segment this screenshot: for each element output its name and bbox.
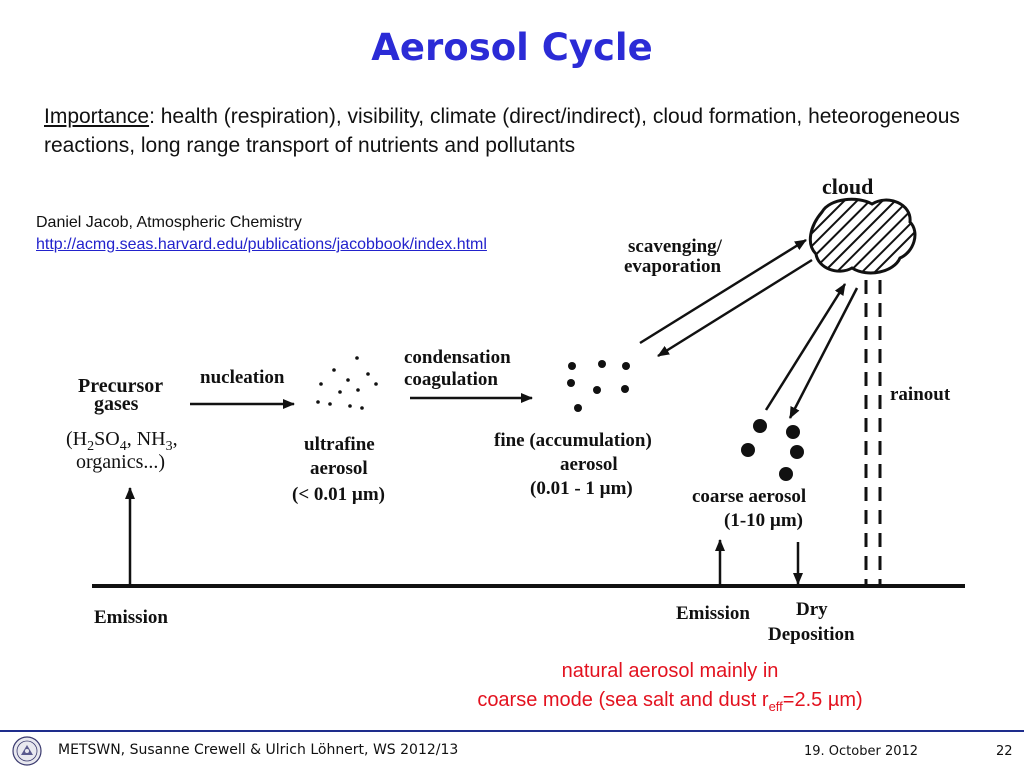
nucleation-label: nucleation	[200, 367, 285, 388]
note-line-2: coarse mode (sea salt and dust $r_{eff}=2.5$ µm)	[477, 689, 863, 714]
evaporation-label: evaporation	[624, 256, 722, 277]
importance-text: : health (respiration), visibility, climate (direct/indirect), cloud formation, heteorogeneous reactions, long range transport of nutrients and pollutants	[44, 105, 960, 157]
footer	[0, 730, 1024, 768]
rainout-label: rainout	[890, 384, 951, 405]
emission-left-label: Emission	[94, 607, 168, 628]
coarse-label: coarse aerosol	[692, 486, 807, 507]
condensation-label: condensation	[404, 347, 511, 368]
cloud-shape	[810, 199, 915, 273]
slide-title: Aerosol Cycle	[371, 26, 653, 69]
fine-label: fine (accumulation)	[494, 430, 652, 451]
dry-label: Dry	[796, 599, 828, 620]
footer-course: METSWN, Susanne Crewell & Ulrich Löhnert, WS 2012/13	[58, 742, 459, 758]
emission-right-label: Emission	[676, 603, 750, 624]
ultrafine-label: ultrafine	[304, 434, 375, 455]
fine-size-label: (0.01 - 1 µm)	[530, 478, 633, 499]
ultrafine-aerosol-label: aerosol	[310, 458, 368, 479]
precursor-label: Precursor	[78, 375, 164, 397]
gases-label: gases	[94, 393, 139, 415]
importance-label: Importance	[44, 105, 150, 128]
scavenging-label: scavenging/	[628, 236, 722, 257]
cloud-to-coarse-arrow	[790, 288, 857, 418]
coarse-particles	[741, 419, 804, 481]
coagulation-label: coagulation	[404, 369, 498, 390]
deposition-label: Deposition	[768, 624, 855, 645]
footer-date: 19. October 2012	[804, 744, 919, 759]
note-line-1: natural aerosol mainly in	[561, 660, 779, 682]
organics-label: organics...)	[76, 451, 166, 473]
citation-link[interactable]: http://acmg.seas.harvard.edu/publications/jacobbook/index.html	[36, 236, 487, 253]
precursor-formula: ($H_2SO_4$, $NH_3$,	[66, 428, 178, 454]
page-number: 22	[996, 744, 1013, 759]
cloud-label: cloud	[822, 174, 874, 199]
fine-aerosol-label: aerosol	[560, 454, 618, 475]
footer-divider	[0, 730, 1024, 732]
citation-author: Daniel Jacob, Atmospheric Chemistry	[36, 214, 302, 231]
ultrafine-particles	[316, 356, 378, 410]
coarse-size-label: (1-10 µm)	[724, 510, 804, 531]
ultrafine-size-label: (< 0.01 µm)	[292, 484, 386, 505]
fine-particles	[567, 360, 630, 412]
natural-aerosol-note	[410, 657, 930, 721]
university-seal-icon	[10, 736, 44, 766]
coarse-to-cloud-arrow	[766, 284, 845, 410]
